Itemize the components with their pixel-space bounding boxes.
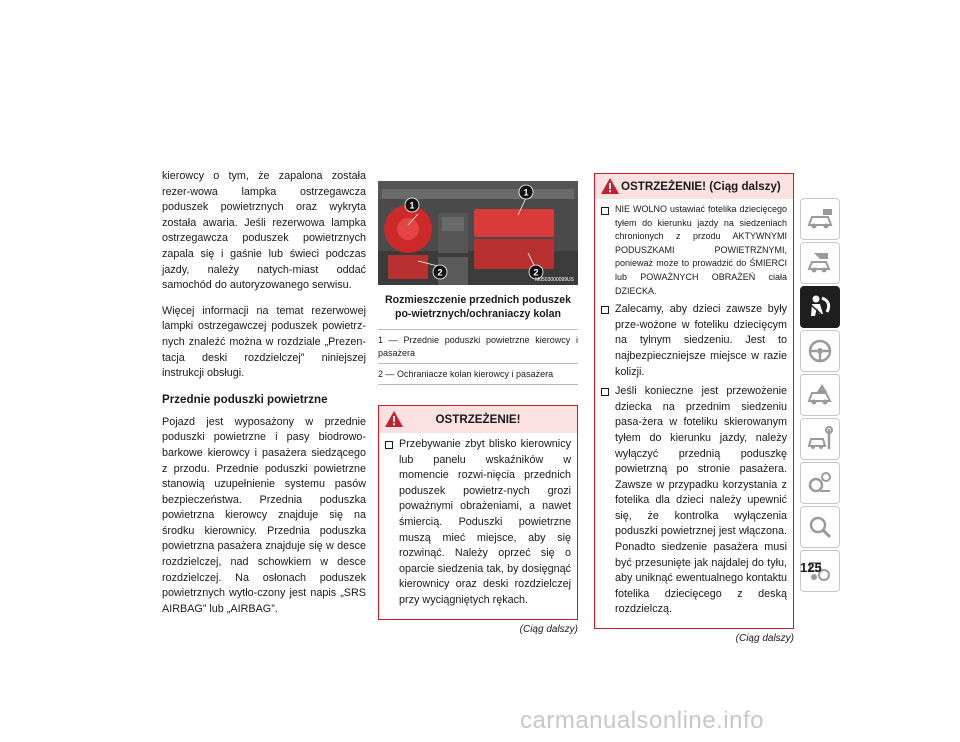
passenger-knee-bolster	[474, 239, 554, 269]
car-service-icon	[806, 425, 834, 453]
legend-item: 1 — Przednie poduszki powietrzne kierowcy i pasażera	[378, 330, 578, 364]
passenger-airbag-area	[474, 209, 554, 237]
warning-item-text: Przebywanie zbyt blisko kierownicy lub panelu wskaźników w momencie rozwi-nięcia przednich poduszek powietrz-nych grozi poważnymi obrażeniami, a nawet śmiercią. Poduszki powietrzne muszą mieć miejsce, aby się rozwinąć. Należy oprzeć się o oparcie siedzenia tak, by dosięgnąć kierownicy oraz deski rozdzielczej przy wyciągniętych rękach.	[399, 438, 571, 606]
continued-label: (Ciąg dalszy)	[519, 623, 578, 635]
figure-marker	[519, 185, 533, 199]
bullet-square-icon	[385, 441, 393, 449]
svg-text:2: 2	[437, 267, 443, 278]
tab-dashboard[interactable]	[800, 198, 840, 240]
svg-text:1: 1	[523, 187, 529, 198]
text-column-2	[378, 181, 578, 637]
watermark: carmanualsonline.info	[520, 707, 764, 734]
tab-safety[interactable]	[800, 286, 840, 328]
warning-item	[601, 384, 787, 618]
text-column-1	[162, 169, 366, 627]
warning-header	[379, 406, 577, 433]
figure-legend	[378, 329, 578, 385]
warning-triangle-icon	[600, 177, 620, 195]
dashboard-illustration	[378, 181, 578, 285]
figure-code: M0503000099US	[535, 277, 574, 283]
legend-item: 2 — Ochraniacze kolan kierowcy i pasażera	[378, 364, 578, 385]
warning-item-text: Zalecamy, aby dzieci zawsze były prze-wożone w foteliku dziecięcym na tylnym siedzeniu. Jest to najbezpieczniejsze miejsce w razie kolizji.	[615, 303, 787, 378]
tab-starting-driving[interactable]	[800, 330, 840, 372]
svg-text:1: 1	[409, 200, 415, 211]
warning-body	[595, 199, 793, 628]
steering-wheel-icon	[806, 337, 834, 365]
airbag-safety-icon	[805, 292, 835, 322]
svg-text:2: 2	[533, 267, 539, 278]
paragraph: Więcej informacji na temat rezerwowej lampki ostrzegawczej poduszek powietrz-nych znaleźć można w rozdziale „Prezen-tacja deski rozdzielczej” niniejszej instrukcji obsługi.	[162, 304, 366, 380]
car-emergency-icon	[806, 381, 834, 409]
warning-item	[601, 203, 787, 298]
warning-title: OSTRZEŻENIE! (Ciąg dalszy)	[621, 180, 781, 193]
warning-title: OSTRZEŻENIE!	[435, 413, 521, 426]
text-column-3	[594, 173, 794, 647]
bullet-square-icon	[601, 388, 609, 396]
warning-body	[379, 433, 577, 619]
tab-index[interactable]	[800, 506, 840, 548]
warning-item	[385, 437, 571, 609]
warning-triangle-icon	[384, 410, 404, 428]
warning-header	[595, 174, 793, 199]
warning-box	[378, 405, 578, 620]
tab-technical-specs[interactable]	[800, 462, 840, 504]
warning-box-continued	[594, 173, 794, 629]
warning-item	[601, 302, 787, 380]
maintenance-gears-icon	[806, 469, 834, 497]
figure-marker	[433, 265, 447, 279]
bullet-square-icon	[601, 306, 609, 314]
car-dashboard-icon	[806, 205, 834, 233]
warning-item-text: NIE WOLNO ustawiać fotelika dziecięcego tyłem do kierunku jazdy na siedzeniach chronionych z przodu AKTYWNYMI PODUSZKAMI POWIETRZNYMI, ponieważ może to prowadzić do ŚMIERCI lub POWAŻNYCH OBRAŻEŃ ciała DZIECKA.	[615, 204, 787, 296]
driver-knee-bolster	[388, 255, 428, 279]
chapter-tabs	[800, 198, 840, 594]
tab-emergency[interactable]	[800, 374, 840, 416]
tab-servicing[interactable]	[800, 418, 840, 460]
paragraph: kierowcy o tym, że zapalona została rezer-wowa lampka ostrzegawcza poduszek powietrznych oraz wykryta została awaria. Jeśli rezerwowa lampka ostrzegawcza poduszek powietrznych zapala się i gaśnie lub świeci podczas jazdy, należy natych-miast oddać samochód do autoryzowanego serwisu.	[162, 170, 366, 292]
figure-marker	[405, 198, 419, 212]
warning-item-text: Jeśli konieczne jest przewożenie dziecka na przednim siedzeniu pasa-żera w foteliku skierowanym tyłem do kierunku jazdy, należy wyłączyć przednią poduszkę powietrzną po stronie pasażera. Zawsze w przypadku korzystania z fotelika dla dzieci należy upewnić się, że kontrolka wyłączenia poduszki powietrznej jest włączona. Ponadto siedzenie pasażera musi być przesunięte jak najdalej do tyłu, aby uniknąć ewentualnego kontaktu fotelika dziecięcego z deską rozdzielczą.	[615, 385, 787, 616]
page-number: 125	[800, 560, 822, 575]
section-heading: Przednie poduszki powietrzne	[162, 392, 328, 406]
magnifier-icon	[806, 513, 834, 541]
figure-caption: Rozmieszczenie przednich poduszek po-wietrznych/ochraniaczy kolan	[384, 294, 572, 320]
continued-label: (Ciąg dalszy)	[735, 633, 794, 645]
airbag-location-figure	[378, 181, 578, 285]
paragraph: Pojazd jest wyposażony w przednie poduszki powietrzne i pasy biodrowo-barkowe kierowcy i pasażera siedzącego z przodu. Przednie poduszki powietrzne stanowią uzupełnienie systemu pasów bezpieczeństwa. Przednia poduszka powietrzna kierowcy znajduje się na środku kierownicy. Przednia poduszka powietrzna pasażera znajduje się w desce rozdzielczej, nad schowkiem w desce rozdzielczej. Na osłonach poduszek powietrznych wytło-czony jest napis „SRS AIRBAG” lub „AIRBAG”.	[162, 415, 366, 615]
car-info-icon	[806, 249, 834, 277]
tab-getting-to-know[interactable]	[800, 242, 840, 284]
bullet-square-icon	[601, 207, 609, 215]
